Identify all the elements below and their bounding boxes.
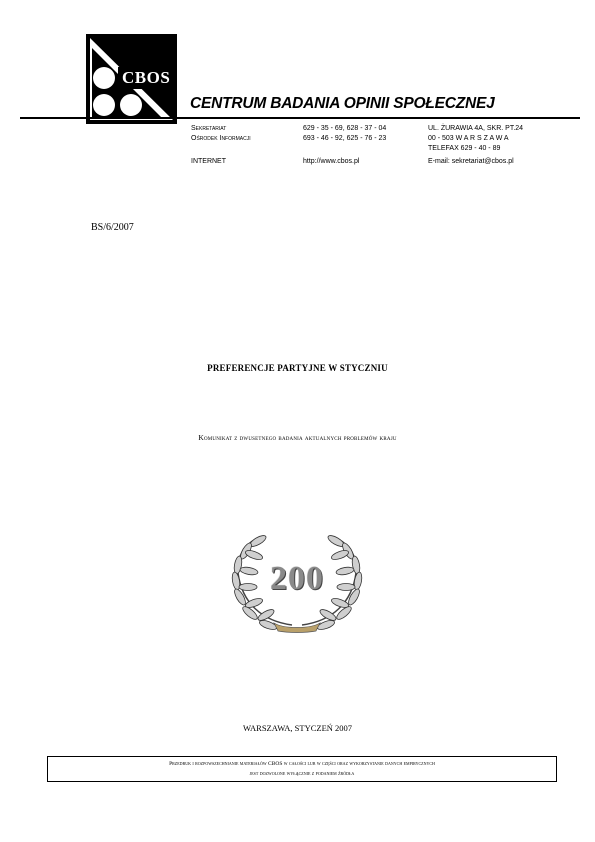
contact-telefax: TELEFAX 629 - 40 - 89 xyxy=(428,145,501,152)
contact-address-street: UL. ŻURAWIA 4A, SKR. PT.24 xyxy=(428,125,524,132)
contact-phone-secretariat: 629 - 35 - 69, 628 - 37 - 04 xyxy=(303,125,387,132)
copyright-notice-box xyxy=(47,756,557,782)
contact-phone-info: 693 - 46 - 92, 625 - 76 - 23 xyxy=(303,135,387,142)
document-subtitle: Komunikat z dwusetnego badania aktualnych problemów kraju xyxy=(198,433,397,442)
contact-website-link[interactable]: http://www.cbos.pl xyxy=(303,158,360,165)
copyright-notice-line1: Przedruk i rozpowszechnianie materiałów CBOS w całości lub w części oraz wykorzystanie danych empirycznych xyxy=(169,761,435,767)
copyright-notice-line2: jest dozwolone wyłącznie z podaniem źródła xyxy=(249,771,355,777)
contact-email-link[interactable]: E-mail: sekretariat@cbos.pl xyxy=(428,158,514,165)
logo-text: CBOS xyxy=(122,68,171,87)
contact-label-internet: INTERNET xyxy=(191,158,226,165)
contact-label-secretariat: Sekretariat xyxy=(191,125,227,132)
emblem-number: 200 xyxy=(270,560,324,597)
header-rule xyxy=(20,117,580,119)
contact-label-info: Ośrodek Informacji xyxy=(191,135,251,142)
laurel-wreath-emblem xyxy=(222,533,372,633)
place-and-date: WARSZAWA, STYCZEŃ 2007 xyxy=(242,723,353,733)
organization-name: CENTRUM BADANIA OPINII SPOŁECZNEJ xyxy=(190,95,495,112)
document-title: PREFERENCJE PARTYJNE W STYCZNIU xyxy=(207,363,388,373)
contact-address-city: 00 - 503 W A R S Z A W A xyxy=(428,135,509,142)
cbos-logo xyxy=(86,34,177,124)
document-code: BS/6/2007 xyxy=(91,222,134,233)
